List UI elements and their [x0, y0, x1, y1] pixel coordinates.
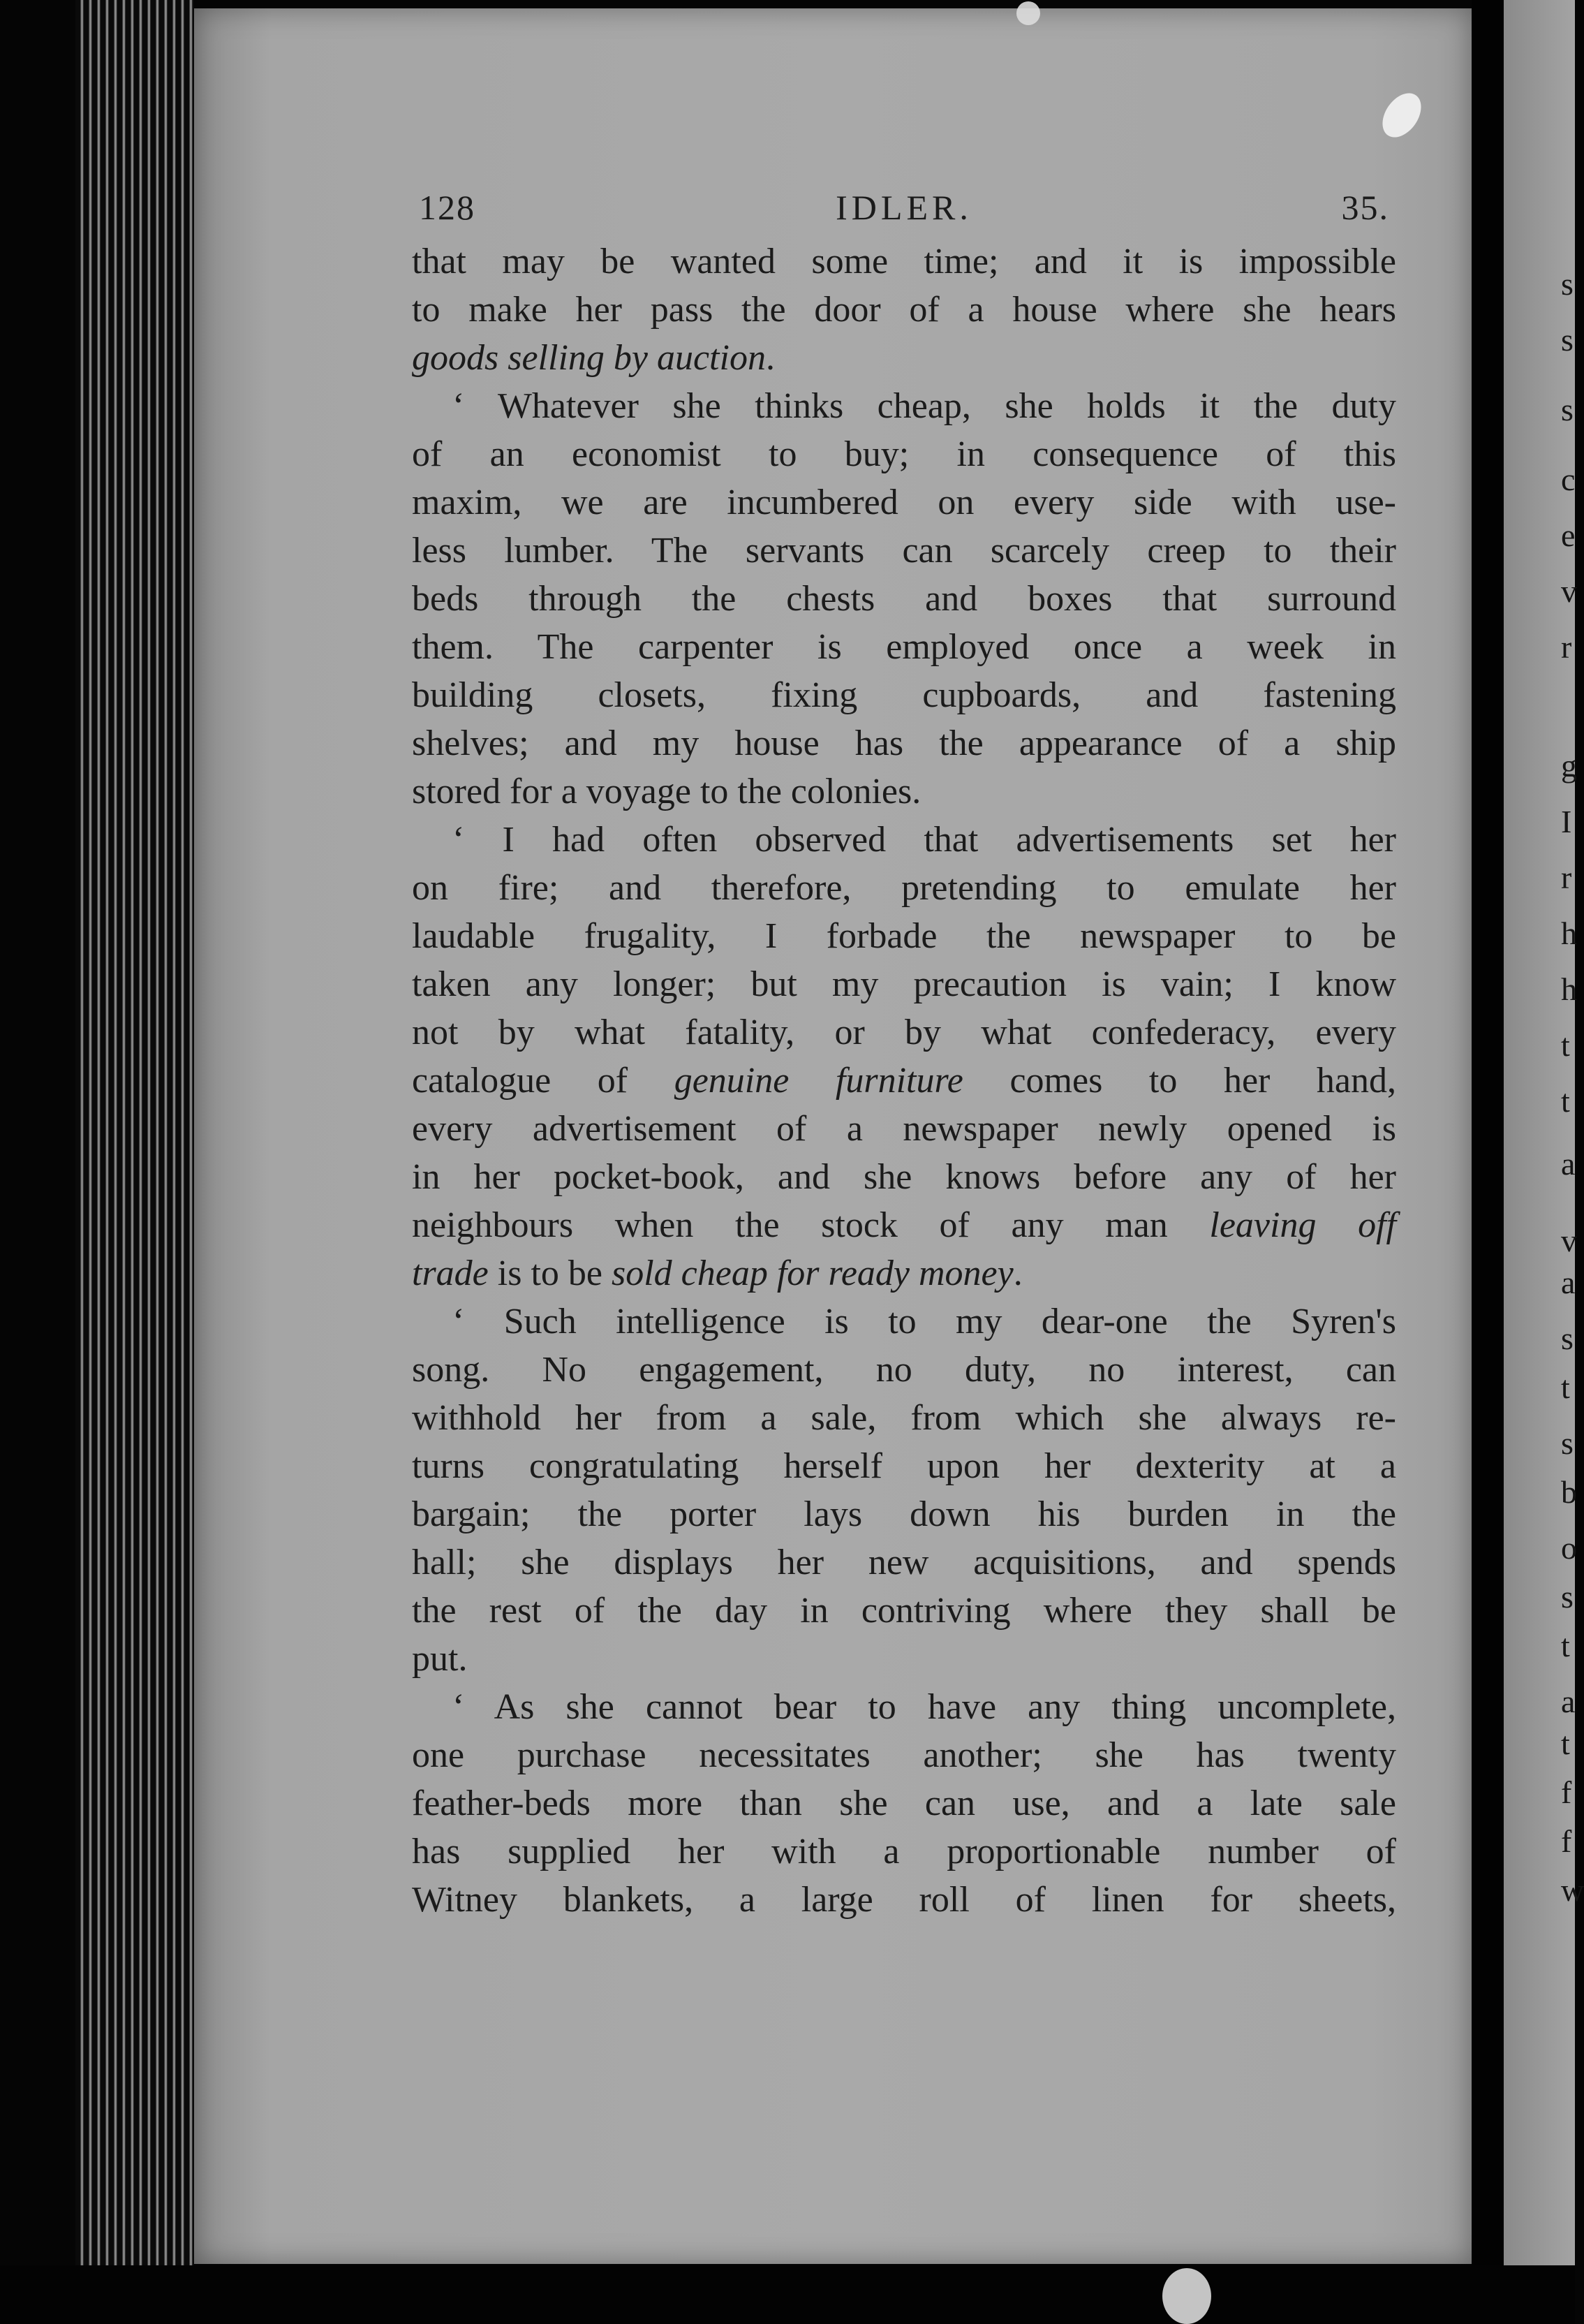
text-run: is to be [488, 1253, 612, 1293]
text-run: catalogue of [412, 1061, 674, 1101]
text-line [412, 719, 1396, 767]
text-line [412, 1538, 1396, 1587]
text-run: . [1013, 1253, 1023, 1293]
facing-page-letter: t [1561, 1083, 1570, 1119]
text-run: building closets, fixing cupboards, and fastening [412, 675, 1396, 715]
facing-page-letter: s [1561, 392, 1574, 427]
text-line [412, 767, 1396, 816]
text-run: the rest of the day in contriving where they shall be [412, 1591, 1396, 1631]
facing-page-letter: I [1561, 804, 1572, 839]
text-line [412, 478, 1396, 527]
text-line [412, 1394, 1396, 1442]
text-line [412, 527, 1396, 575]
text-line [412, 382, 1396, 430]
facing-page-letter: e [1561, 517, 1576, 553]
text-line [412, 286, 1396, 334]
text-run: shelves; and my house has the appearance of a ship [412, 723, 1396, 763]
facing-page-letter: a [1561, 1146, 1576, 1182]
scan-mark-bottom [1162, 2268, 1211, 2324]
italic-text: trade [412, 1253, 489, 1293]
text-run: hall; she displays her new acquisitions, and spends [412, 1543, 1396, 1582]
facing-page-letter: f [1561, 1774, 1572, 1810]
facing-page-letter: s [1561, 1321, 1574, 1356]
facing-page-letter: v [1561, 573, 1577, 609]
text-line [412, 1057, 1396, 1105]
running-header [412, 187, 1396, 237]
text-run: them. The carpenter is employed once a week in [412, 627, 1396, 667]
text-line [412, 575, 1396, 623]
text-line [412, 1346, 1396, 1394]
facing-page-letter: t [1561, 1369, 1570, 1405]
text-run: bargain; the porter lays down his burden in the [412, 1494, 1396, 1534]
text-line [412, 1587, 1396, 1635]
text-run: less lumber. The servants can scarcely creep to their [412, 531, 1396, 571]
text-run: ‘ Such intelligence is to my dear-one the Syren's [452, 1302, 1396, 1341]
italic-text: genuine furniture [674, 1061, 963, 1101]
text-line [412, 430, 1396, 478]
facing-page-letter: v [1561, 1223, 1577, 1258]
facing-page-letter: h [1561, 915, 1577, 951]
facing-page-letter: t [1561, 1628, 1570, 1663]
text-line [412, 1201, 1396, 1249]
facing-page-letter: f [1561, 1823, 1572, 1859]
text-run: song. No engagement, no duty, no interest, can [412, 1350, 1396, 1390]
text-line [412, 816, 1396, 864]
text-line [412, 1635, 1396, 1683]
page-number: 128 [419, 188, 475, 227]
facing-page-letter: w [1561, 1872, 1584, 1908]
text-line [412, 1105, 1396, 1153]
facing-page-letter: s [1561, 322, 1574, 358]
book-page-edges [75, 0, 194, 2304]
text-run: withhold her from a sale, from which she always re- [412, 1398, 1396, 1438]
text-line [412, 1153, 1396, 1201]
text-line [412, 912, 1396, 960]
italic-text: sold cheap for ready money [611, 1253, 1014, 1293]
body-text [412, 237, 1396, 1924]
text-run: one purchase necessitates another; she has twenty [412, 1735, 1396, 1775]
text-run: to make her pass the door of a house where she hears [412, 290, 1396, 330]
facing-page-letter: s [1561, 1579, 1574, 1615]
text-run: has supplied her with a proportionable number of [412, 1832, 1396, 1871]
italic-text: leaving off [1209, 1205, 1396, 1245]
text-run: ‘ I had often observed that advertisements set her [452, 820, 1396, 860]
text-line [412, 623, 1396, 671]
facing-page-letter: s [1561, 1425, 1574, 1461]
text-run: beds through the chests and boxes that surround [412, 579, 1396, 619]
text-run: Witney blankets, a large roll of linen for sheets, [412, 1880, 1396, 1920]
text-run: laudable frugality, I forbade the newspaper to be [412, 916, 1396, 956]
italic-text: goods selling by auction [412, 338, 766, 378]
facing-page-letter: h [1561, 971, 1577, 1007]
facing-page-letter: o [1561, 1530, 1577, 1566]
text-line [412, 1249, 1396, 1297]
text-run: taken any longer; but my precaution is vain; I know [412, 964, 1396, 1004]
text-line [412, 1827, 1396, 1876]
text-run: on fire; and therefore, pretending to emulate her [412, 868, 1396, 908]
text-line [412, 1008, 1396, 1057]
facing-page-letter: a [1561, 1265, 1576, 1300]
facing-page-letter: r [1561, 629, 1572, 665]
text-run: neighbours when the stock of any man [412, 1205, 1210, 1245]
page-text-block [412, 187, 1396, 1924]
text-line [412, 1683, 1396, 1731]
facing-page-letter: a [1561, 1684, 1576, 1719]
text-run: comes to her hand, [963, 1061, 1397, 1101]
text-run: maxim, we are incumbered on every side with use- [412, 483, 1396, 522]
essay-number: 35. [1341, 188, 1389, 227]
text-run: in her pocket-book, and she knows before any of her [412, 1157, 1396, 1197]
text-line [412, 864, 1396, 912]
scan-bottom-margin [0, 2265, 1575, 2324]
text-run: that may be wanted some time; and it is impossible [412, 242, 1396, 281]
text-run: put. [412, 1639, 468, 1679]
text-run: every advertisement of a newspaper newly opened is [412, 1109, 1396, 1149]
facing-page-letter: b [1561, 1474, 1577, 1510]
text-line [412, 1297, 1396, 1346]
text-line [412, 1779, 1396, 1827]
text-run: not by what fatality, or by what confederacy, every [412, 1013, 1396, 1052]
text-line [412, 1442, 1396, 1490]
book-gutter [1472, 0, 1504, 2324]
text-run: turns congratulating herself upon her dexterity at a [412, 1446, 1396, 1486]
facing-page-letter: t [1561, 1726, 1570, 1761]
text-line [412, 1490, 1396, 1538]
text-line [412, 1876, 1396, 1924]
text-line [412, 671, 1396, 719]
facing-page-letter: c [1561, 462, 1576, 497]
text-run: ‘ As she cannot bear to have any thing uncomplete, [452, 1687, 1396, 1727]
text-line [412, 1731, 1396, 1779]
facing-page-letter: g [1561, 748, 1577, 784]
scan-mark-top [1016, 1, 1040, 25]
text-run: stored for a voyage to the colonies. [412, 772, 921, 811]
text-line [412, 334, 1396, 382]
running-title: IDLER. [836, 188, 972, 227]
facing-page-text-fragments [1561, 0, 1584, 2324]
text-run: ‘ Whatever she thinks cheap, she holds it the duty [452, 386, 1396, 426]
facing-page-letter: r [1561, 860, 1572, 895]
facing-page-letter: s [1561, 266, 1574, 302]
facing-page-letter: t [1561, 1027, 1570, 1063]
text-run: of an economist to buy; in consequence of this [412, 434, 1396, 474]
text-line [412, 237, 1396, 286]
text-line [412, 960, 1396, 1008]
text-run: . [765, 338, 775, 378]
text-run: feather-beds more than she can use, and a late sale [412, 1784, 1396, 1823]
